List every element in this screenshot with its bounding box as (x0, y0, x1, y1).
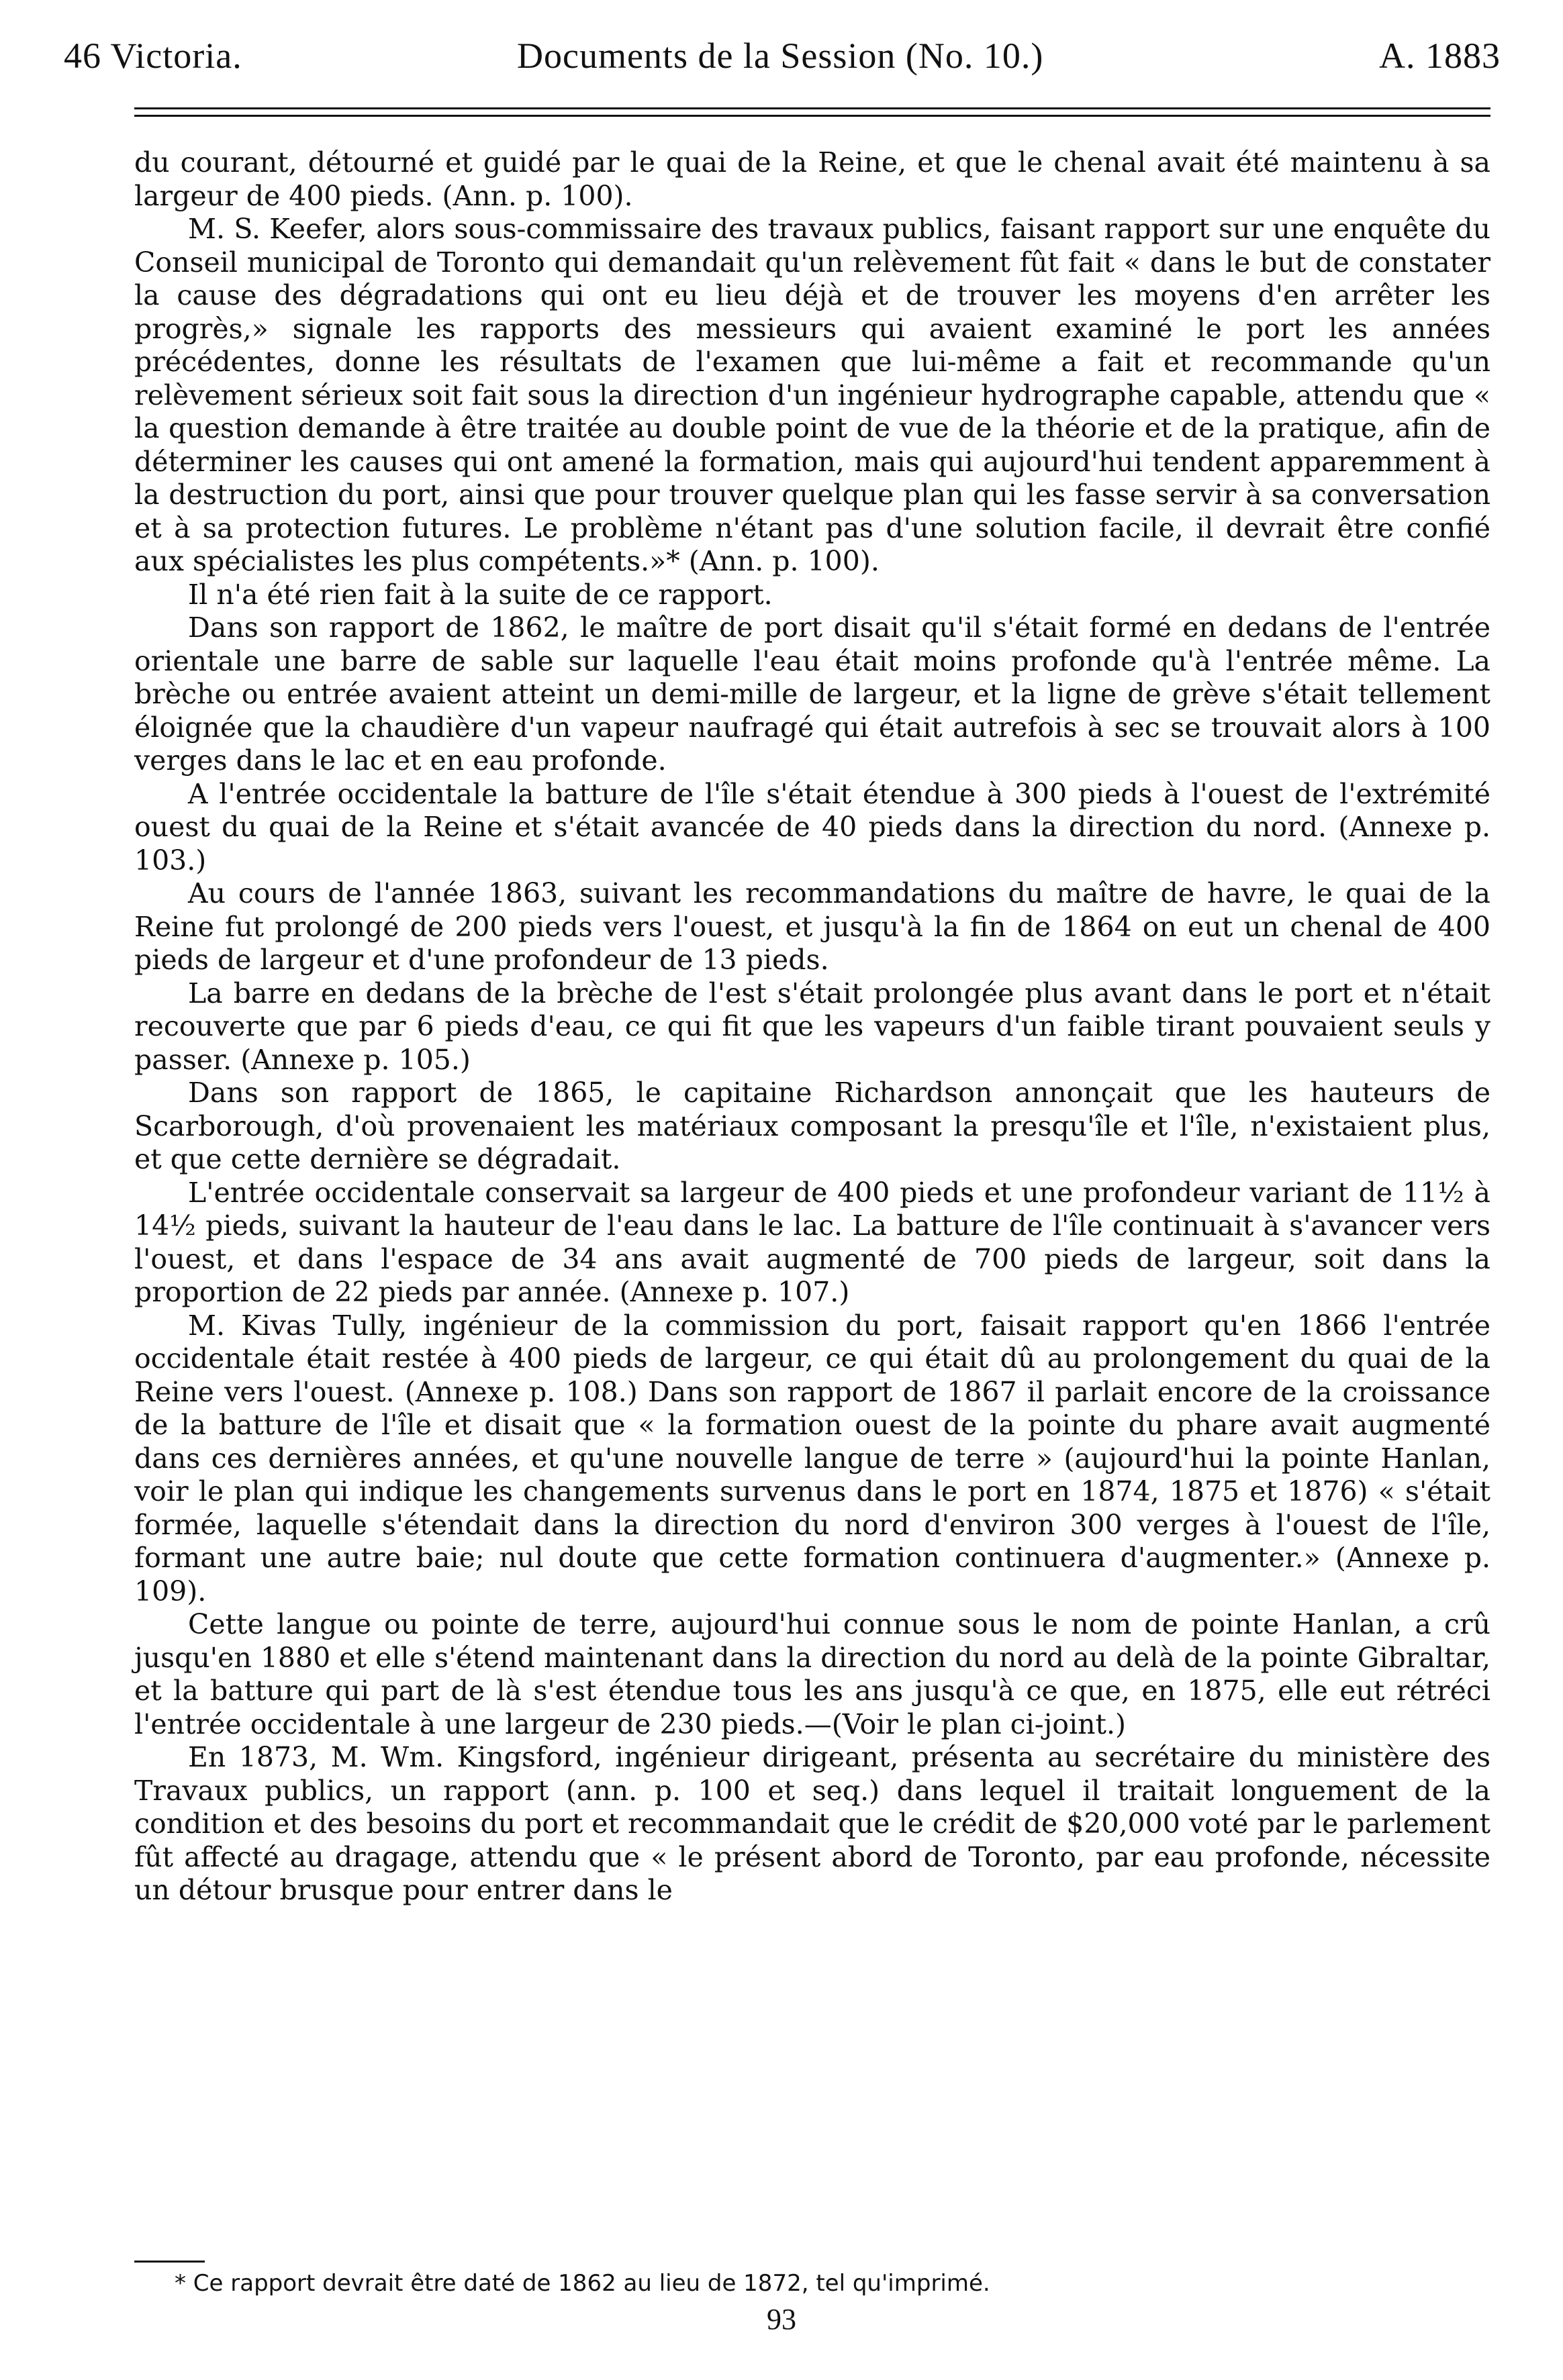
paragraph: En 1873, M. Wm. Kingsford, ingénieur dirigeant, présenta au secrétaire du ministère des Travaux publics, un rapport (ann. p. 100 et seq.) dans lequel il traitait longuement de la condition et des besoins du port et recommandait que le crédit de $20,000 voté par le parlement fût affecté au dragage, attendu que « le présent abord de Toronto, par eau profonde, nécessite un détour brusque pour entrer dans le (134, 1741, 1490, 1906)
header-title: Documents de la Session (No. 10.) (517, 36, 1044, 76)
header-rule-bottom (134, 115, 1490, 117)
footnote: * Ce rapport devrait être daté de 1862 au lieu de 1872, tel qu'imprimé. (175, 2270, 990, 2297)
paragraph: L'entrée occidentale conservait sa largeur de 400 pieds et une profondeur variant de 11½ à 14½ pieds, suivant la hauteur de l'eau dans le lac. La batture de l'île continuait à s'avancer vers l'ouest, et dans l'espace de 34 ans avait augmenté de 700 pieds de largeur, soit dans la proportion de 22 pieds par année. (Annexe p. 107.) (134, 1176, 1490, 1308)
paragraph: M. S. Keefer, alors sous-commissaire des travaux publics, faisant rapport sur une enquête du Conseil municipal de Toronto qui demandait qu'un relèvement fût fait « dans le but de constater la cause des dégradations qui ont eu lieu déjà et de trouver les moyens d'en arrêter les progrès,» signale les rapports des messieurs qui avaient examiné le port les années précédentes, donne les résultats de l'examen que lui-même a fait et recommande qu'un relèvement sérieux soit fait sous la direction d'un ingénieur hydrographe capable, attendu que « la question demande à être traitée au double point de vue de la théorie et de la pratique, afin de déterminer les causes qui ont amené la formation, mais qui aujourd'hui tendent apparemment à la destruction du port, ainsi que pour trouver quelque plan qui les fasse servir à sa conversation et à sa protection futures. Le problème n'étant pas d'une solution facile, il devrait être confié aux spécialistes les plus compétents.»* (Ann. p. 100). (134, 213, 1490, 577)
paragraph: Il n'a été rien fait à la suite de ce rapport. (188, 578, 773, 611)
paragraph: A l'entrée occidentale la batture de l'île s'était étendue à 300 pieds à l'ouest de l'extrémité ouest du quai de la Reine et s'était avancée de 40 pieds dans la direction du nord. (Annexe p. 103.) (134, 777, 1490, 877)
page-number: 93 (767, 2303, 796, 2336)
running-header (64, 35, 1501, 82)
footnote-rule (134, 2261, 205, 2263)
paragraph: M. Kivas Tully, ingénieur de la commission du port, faisait rapport qu'en 1866 l'entrée occidentale était restée à 400 pieds de largeur, ce qui était dû au prolongement du quai de la Reine vers l'ouest. (Annexe p. 108.) Dans son rapport de 1867 il parlait encore de la croissance de la batture de l'île et disait que « la formation ouest de la pointe du phare avait augmenté dans ces dernières années, et qu'une nouvelle langue de terre » (aujourd'hui la pointe Hanlan, voir le plan qui indique les changements survenus dans le port en 1874, 1875 et 1876) « s'était formée, laquelle s'étendait dans la direction du nord d'environ 300 verges à l'ouest de l'île, formant une autre baie; nul doute que cette formation continuera d'augmenter.» (Annexe p. 109). (134, 1309, 1490, 1607)
paragraph: Dans son rapport de 1862, le maître de port disait qu'il s'était formé en dedans de l'entrée orientale une barre de sable sur laquelle l'eau était moins profonde qu'à l'entrée même. La brèche ou entrée avaient atteint un demi-mille de largeur, et la ligne de grève s'était tellement éloignée que la chaudière d'un vapeur naufragé qui était autrefois à sec se trouvait alors à 100 verges dans le lac et en eau profonde. (134, 611, 1490, 777)
body-text (134, 146, 1490, 1907)
paragraph-continued: du courant, détourné et guidé par le quai de la Reine, et que le chenal avait été maintenu à sa largeur de 400 pieds. (Ann. p. 100). (134, 146, 1490, 212)
header-year: A. 1883 (1379, 36, 1501, 76)
header-volume: 46 Victoria. (64, 36, 242, 76)
paragraph: Dans son rapport de 1865, le capitaine Richardson annonçait que les hauteurs de Scarborough, d'où provenaient les matériaux composant la presqu'île et l'île, n'existaient plus, et que cette dernière se dégradait. (134, 1077, 1490, 1175)
paragraph: Au cours de l'année 1863, suivant les recommandations du maître de havre, le quai de la Reine fut prolongé de 200 pieds vers l'ouest, et jusqu'à la fin de 1864 on eut un chenal de 400 pieds de largeur et d'une profondeur de 13 pieds. (134, 877, 1490, 976)
paragraph: La barre en dedans de la brèche de l'est s'était prolongée plus avant dans le port et n'était recouverte que par 6 pieds d'eau, ce qui fit que les vapeurs d'un faible tirant pouvaient seuls y passer. (Annexe p. 105.) (134, 977, 1490, 1076)
header-rule-top (134, 107, 1490, 109)
paragraph: Cette langue ou pointe de terre, aujourd'hui connue sous le nom de pointe Hanlan, a crû jusqu'en 1880 et elle s'étend maintenant dans la direction du nord au delà de la pointe Gibraltar, et la batture qui part de là s'est étendue tous les ans jusqu'à ce que, en 1875, elle eut rétréci l'entrée occidentale à une largeur de 230 pieds.—(Voir le plan ci-joint.) (134, 1608, 1490, 1740)
